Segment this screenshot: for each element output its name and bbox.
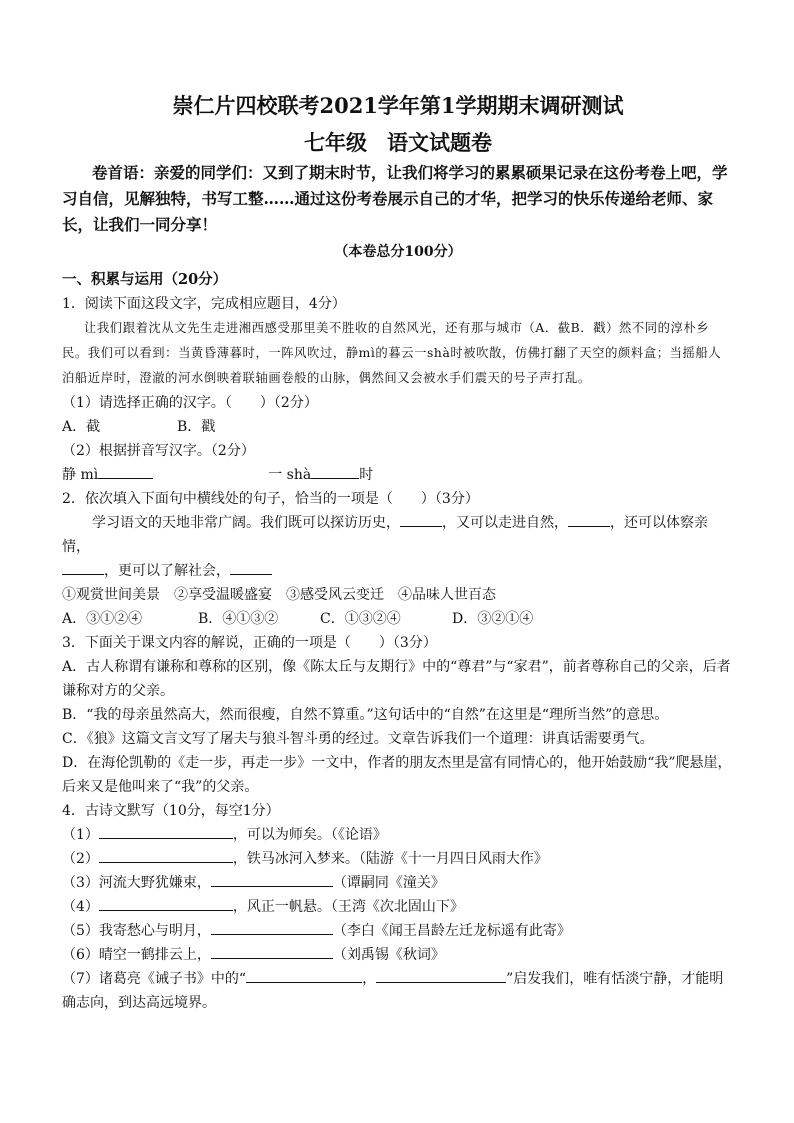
q1-passage: 让我们跟着沈从文先生走进湘西感受那里美不胜收的自然风光，还有那与城市（A．截B．戳）然不同的淳朴乡民。我们可以看到：当黄昏薄暮时，一阵风吹过，静mì的暮云一shà时被吹散，仿佛打翻了天空的颜料盒；当摇船人泊船近岸时，澄澈的河水倒映着联轴画卷般的山脉，偶然间又会被水手们震天的号子声打乱。 xyxy=(62,321,722,385)
q1-sub1-options xyxy=(62,415,734,439)
q4-line-3: （3）河流大野犹嫌束， （谭嗣同《潼关》 xyxy=(62,871,734,895)
answer-blank[interactable] xyxy=(211,872,333,887)
q4-line-6: （6）晴空一鹤排云上， （刘禹锡《秋词》 xyxy=(62,943,734,967)
preface: 卷首语：亲爱的同学们：又到了期末时节，让我们将学习的累累硕果记录在这份考卷上吧，学习自信，见解独特，书写工整……通过这份考卷展示自己的才华，把学习的快乐传递给老师、家长，让我们一同分享！ xyxy=(62,163,728,234)
grade-label: 七年级 xyxy=(304,130,367,155)
q4-line-1: （1） ，可以为师矣。（《论语》 xyxy=(62,823,734,847)
pinyin-sha: 一 shà xyxy=(268,467,312,483)
q3-option-b: B．“我的母亲虽然高大，然而很瘦，自然不算重。”这句话中的“自然”在这里是“理所当然”的意思。 xyxy=(62,707,669,723)
exam-title: 崇仁片四校联考2021学年第1学期期末调研测试 xyxy=(172,93,624,118)
pinyin-mi: 静 mì xyxy=(62,467,99,483)
q2-stem: 2．依次填入下面句中横线处的句子，恰当的一项是（ ）（3分） xyxy=(62,491,479,507)
q3-option-d: D．在海伦凯勒的《走一步，再走一步》一文中，作者的朋友杰里是富有同情心的，他开始鼓励“我”爬悬崖，后来又是他叫来了“我”的父亲。 xyxy=(62,755,732,795)
option-a: A．截 xyxy=(62,419,101,435)
option-c: C．①③②④ xyxy=(320,611,401,627)
q3-stem: 3．下面关于课文内容的解说，正确的一项是（ ）（3分） xyxy=(62,635,437,651)
q4-stem: 4．古诗文默写（10分，每空1分） xyxy=(62,803,280,819)
answer-blank[interactable] xyxy=(62,560,104,575)
q2-text: 学习语文的天地非常广阔。我们既可以探访历史， ，又可以走进自然， ，还可以体察亲情， xyxy=(62,511,734,559)
option-a: A．③①②④ xyxy=(62,611,143,627)
answer-blank[interactable] xyxy=(230,560,272,575)
q2-text-cont: ，更可以了解社会， xyxy=(62,559,734,583)
answer-blank[interactable] xyxy=(400,512,442,527)
option-b: B．④①③② xyxy=(198,611,279,627)
q1-sub1: （1）请选择正确的汉字。（ ）（2分） xyxy=(62,395,318,411)
q4-line-5: （5）我寄愁心与明月， （李白《闻王昌龄左迁龙标遥有此寄》 xyxy=(62,919,734,943)
answer-blank[interactable] xyxy=(99,896,233,911)
total-score: （本卷总分100分） xyxy=(334,244,462,260)
q4-line-4: （4） ，风正一帆悬。（王湾《次北固山下》 xyxy=(62,895,734,919)
q4-line-7: （7）诸葛亮《诫子书》中的“ ， ”启发我们，唯有恬淡宁静，才能明确志向，到达高远境界。 xyxy=(62,967,734,1015)
pinyin-sha-suffix: 时 xyxy=(359,467,374,483)
exam-page xyxy=(62,92,734,1015)
q3-option-c: C．《狼》这篇文言文写了屠夫与狼斗智斗勇的经过。文章告诉我们一个道理：讲真话需要勇气。 xyxy=(62,731,654,747)
q1-sub2: （2）根据拼音写汉字。（2分） xyxy=(62,443,255,459)
q3-option-a: A．古人称谓有谦称和尊称的区别，像《陈太丘与友期行》中的“尊君”与“家君”，前者尊称自己的父亲，后者谦称对方的父亲。 xyxy=(62,659,731,699)
answer-blank[interactable] xyxy=(99,848,233,863)
q2-choices: ①观赏世间美景 ②享受温暖盛宴 ③感受风云变迁 ④品味人世百态 xyxy=(62,587,496,603)
answer-blank[interactable] xyxy=(211,944,333,959)
option-d: D．③②①④ xyxy=(452,611,534,627)
option-b: B．戳 xyxy=(177,419,216,435)
exam-subtitle xyxy=(62,128,734,158)
answer-blank[interactable] xyxy=(568,512,610,527)
q4-line-2: （2） ，铁马冰河入梦来。（陆游《十一月四日风雨大作》 xyxy=(62,847,734,871)
answer-blank[interactable] xyxy=(376,968,506,983)
subject-label: 语文试题卷 xyxy=(387,130,492,155)
answer-blank[interactable] xyxy=(246,968,362,983)
answer-blank[interactable] xyxy=(211,920,333,935)
section-heading: 一、积累与运用（20分） xyxy=(62,271,228,288)
answer-blank[interactable] xyxy=(311,464,359,479)
q2-options xyxy=(62,607,734,631)
answer-blank[interactable] xyxy=(98,464,153,479)
q1-sub2-blanks xyxy=(62,463,734,487)
q1-stem: 1．阅读下面这段文字，完成相应题目，4分） xyxy=(62,296,346,312)
answer-blank[interactable] xyxy=(99,824,233,839)
